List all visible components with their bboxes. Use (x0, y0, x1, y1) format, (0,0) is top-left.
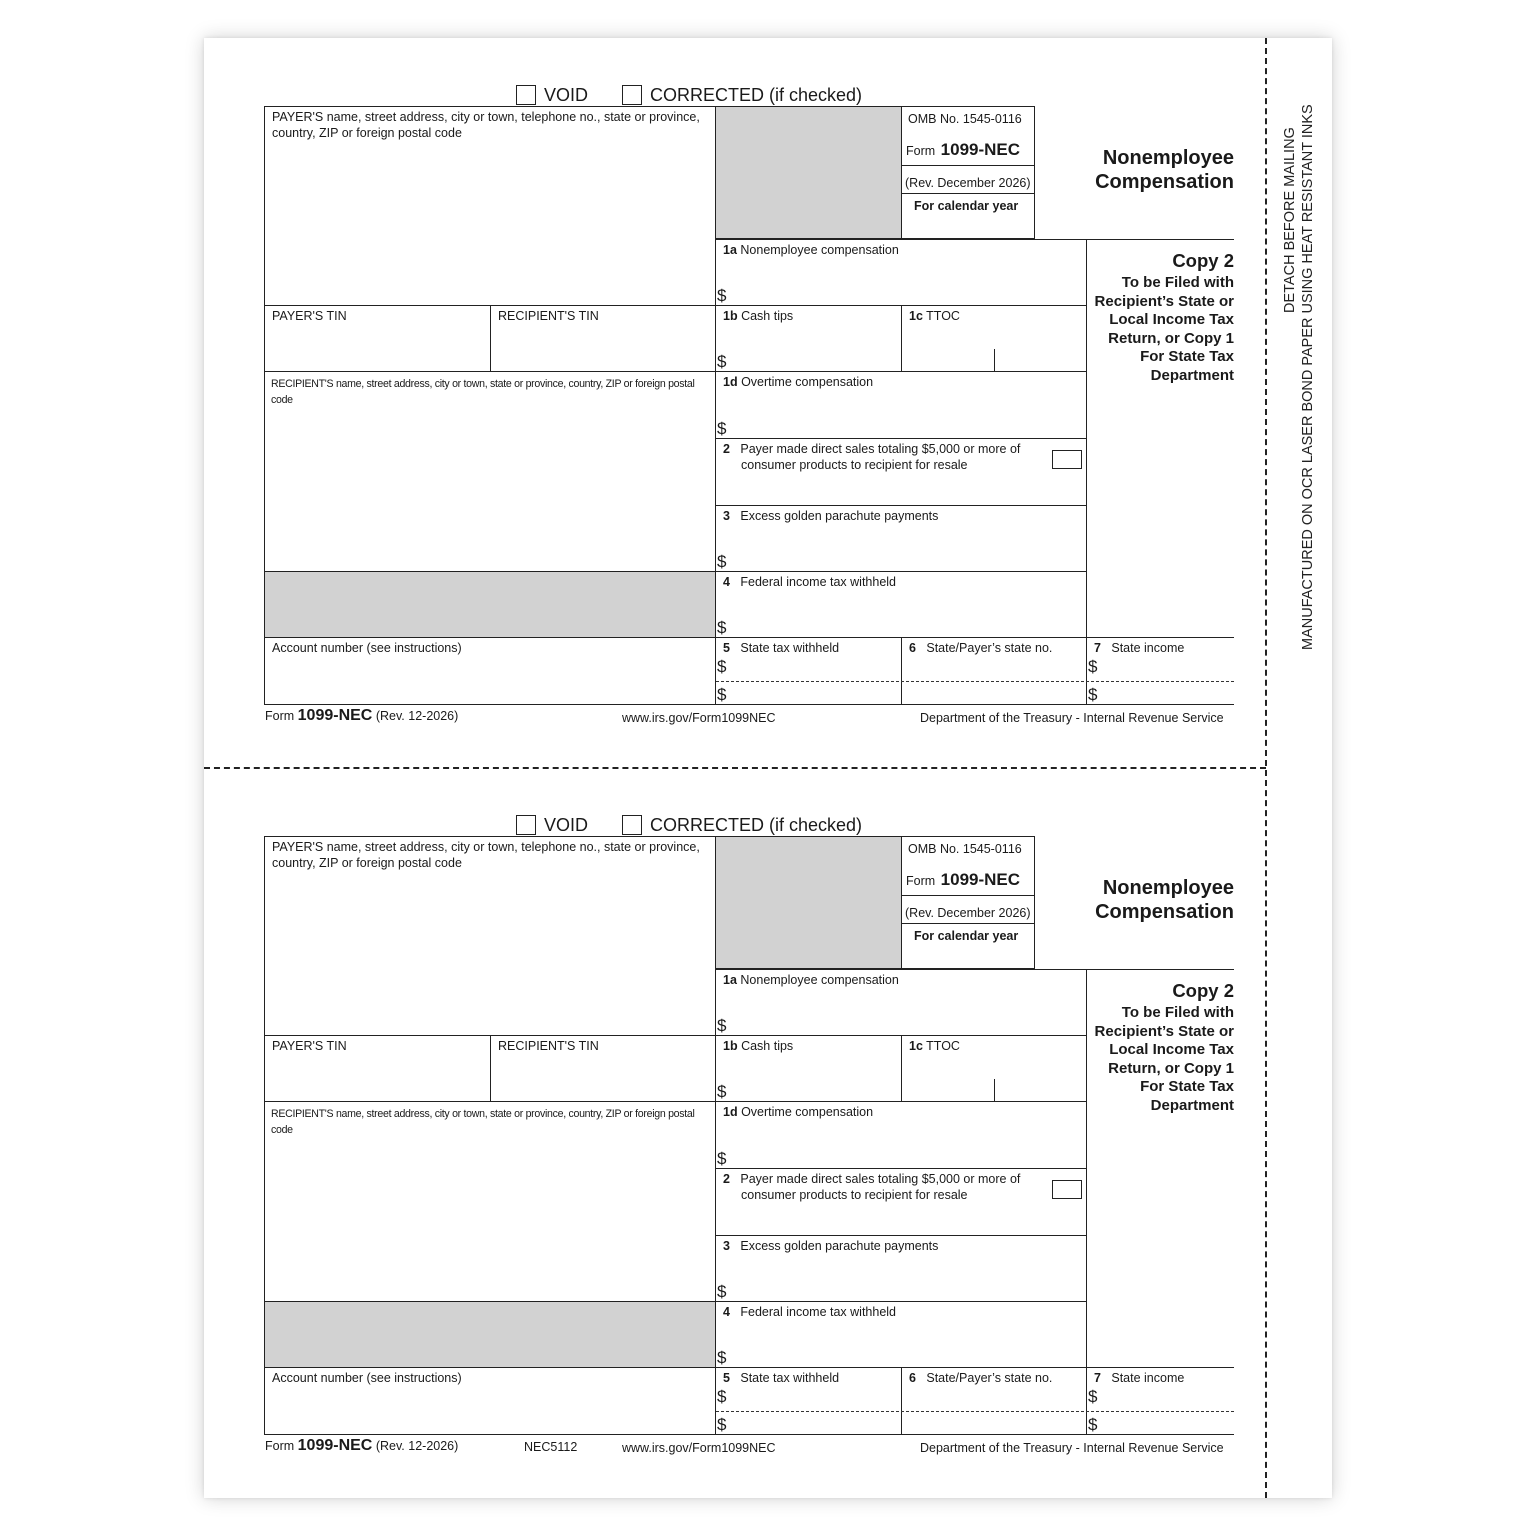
copy-notice: Copy 2 To be Filed with Recipient’s State or Local Income Tax Return, or Copy 1 For State Tax Department (1094, 250, 1234, 384)
footer-url-upper: www.irs.gov/Form1099NEC (622, 711, 776, 725)
footer-agency-lower: Department of the Treasury - Internal Revenue Service (920, 1441, 1224, 1455)
box-5[interactable]: 5 State tax withheld $ $ (715, 1367, 902, 1435)
box-2[interactable]: 2 Payer made direct sales totaling $5,000 or more of consumer products to recipient for resale (715, 438, 1087, 506)
box-7[interactable]: 7 State income $ $ (1086, 1367, 1234, 1435)
paper-notice: MANUFACTURED ON OCR LASER BOND PAPER USING HEAT RESISTANT INKS (1300, 104, 1316, 650)
void-checkbox[interactable]: VOID (516, 814, 588, 836)
shaded-box-lower (264, 571, 716, 638)
recipient-tin-box[interactable]: RECIPIENT'S TIN (490, 1035, 716, 1102)
box-4[interactable]: 4 Federal income tax withheld $ (715, 1301, 1087, 1368)
box-6[interactable]: 6 State/Payer’s state no. (901, 1367, 1087, 1435)
box-6[interactable]: 6 State/Payer’s state no. (901, 637, 1087, 705)
payer-tin-box[interactable]: PAYER'S TIN (264, 1035, 491, 1102)
recipient-tin-box[interactable]: RECIPIENT'S TIN (490, 305, 716, 372)
recipient-name-box[interactable]: RECIPIENT'S name, street address, city or town, state or province, country, ZIP or foreign postal code (264, 371, 716, 572)
box-1c[interactable]: 1c TTOC (901, 305, 1087, 372)
box-1d[interactable]: 1d Overtime compensation $ (715, 1101, 1087, 1169)
box-1b[interactable]: 1b Cash tips $ (715, 305, 902, 372)
account-number-box[interactable]: Account number (see instructions) (264, 637, 716, 705)
payer-name-box[interactable]: PAYER'S name, street address, city or town, telephone no., state or province, country, ZIP or foreign postal code (264, 836, 716, 1036)
void-checkbox[interactable]: VOID (516, 84, 588, 106)
payer-name-box[interactable]: PAYER'S name, street address, city or town, telephone no., state or province, country, ZIP or foreign postal code (264, 106, 716, 306)
recipient-name-box[interactable]: RECIPIENT'S name, street address, city or town, state or province, country, ZIP or foreign postal code (264, 1101, 716, 1302)
box-1d[interactable]: 1d Overtime compensation $ (715, 371, 1087, 439)
payer-tin-box[interactable]: PAYER'S TIN (264, 305, 491, 372)
form-grid (264, 106, 1234, 705)
box-3[interactable]: 3 Excess golden parachute payments $ (715, 1235, 1087, 1302)
form-grid (264, 836, 1234, 1435)
form-copy-lower (0, 730, 1536, 1460)
account-number-box[interactable]: Account number (see instructions) (264, 1367, 716, 1435)
direct-sales-checkbox[interactable] (1052, 450, 1082, 469)
detach-notice: DETACH BEFORE MAILING (1282, 127, 1298, 313)
box-7[interactable]: 7 State income $ $ (1086, 637, 1234, 705)
box-1c[interactable]: 1c TTOC (901, 1035, 1087, 1102)
void-box[interactable] (516, 815, 536, 835)
box-5[interactable]: 5 State tax withheld $ $ (715, 637, 902, 705)
form-id-box: OMB No. 1545-0116 Form 1099-NEC (Rev. December 2026) For calendar year (901, 836, 1035, 969)
box-3[interactable]: 3 Excess golden parachute payments $ (715, 505, 1087, 572)
box-1a[interactable]: 1a Nonemployee compensation $ (715, 239, 1087, 306)
footer-form-id-lower: Form 1099-NEC (Rev. 12-2026) (265, 1437, 459, 1454)
void-box[interactable] (516, 85, 536, 105)
footer-url-lower: www.irs.gov/Form1099NEC (622, 1441, 776, 1455)
box-2[interactable]: 2 Payer made direct sales totaling $5,000 or more of consumer products to recipient for resale (715, 1168, 1087, 1236)
footer-product-code: NEC5112 (524, 1440, 578, 1454)
corrected-checkbox[interactable]: CORRECTED (if checked) (622, 814, 862, 836)
footer-agency-upper: Department of the Treasury - Internal Revenue Service (920, 711, 1224, 725)
corrected-box[interactable] (622, 815, 642, 835)
direct-sales-checkbox[interactable] (1052, 1180, 1082, 1199)
box-4[interactable]: 4 Federal income tax withheld $ (715, 571, 1087, 638)
corrected-box[interactable] (622, 85, 642, 105)
shaded-box (715, 836, 902, 969)
form-id-box: OMB No. 1545-0116 Form 1099-NEC (Rev. December 2026) For calendar year (901, 106, 1035, 239)
form-title: Nonemployee Compensation (1095, 877, 1234, 923)
copy-notice: Copy 2 To be Filed with Recipient’s State or Local Income Tax Return, or Copy 1 For State Tax Department (1094, 980, 1234, 1114)
form-copy-upper (0, 0, 1536, 730)
corrected-checkbox[interactable]: CORRECTED (if checked) (622, 84, 862, 106)
shaded-box (715, 106, 902, 239)
box-1b[interactable]: 1b Cash tips $ (715, 1035, 902, 1102)
box-1a[interactable]: 1a Nonemployee compensation $ (715, 969, 1087, 1036)
shaded-box-lower (264, 1301, 716, 1368)
form-title: Nonemployee Compensation (1095, 147, 1234, 193)
footer-form-id-upper: Form 1099-NEC (Rev. 12-2026) (265, 707, 459, 724)
